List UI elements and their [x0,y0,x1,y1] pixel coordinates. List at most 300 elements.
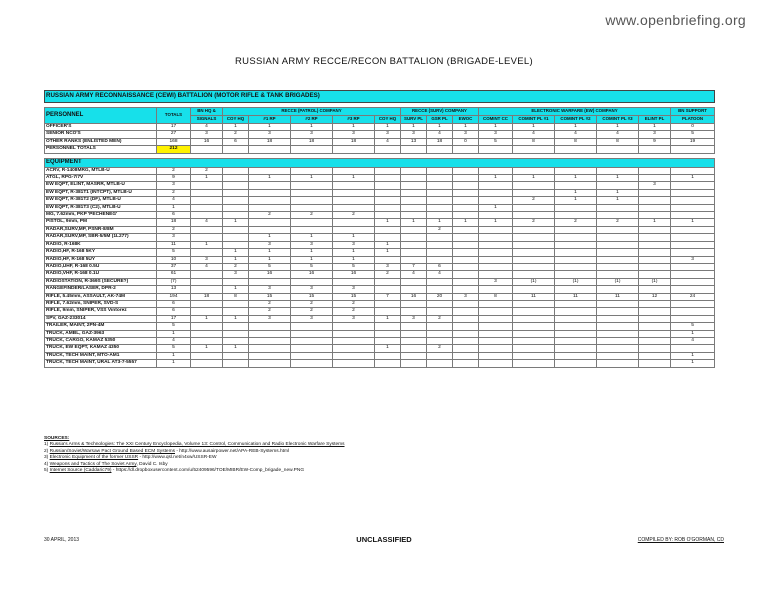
total-cell: 212 [157,146,191,153]
table-cell: 2 [291,212,333,219]
table-cell [671,197,715,204]
table-cell [223,234,249,241]
row-label: EW EQPT, R-381T3 (C2), MTLB-U [45,204,157,211]
table-cell [639,256,671,263]
table-cell [639,300,671,307]
table-cell: 11 [597,293,639,300]
table-cell [333,197,375,204]
table-cell: 2 [291,308,333,315]
table-cell [191,212,223,219]
table-cell [223,175,249,182]
table-cell [479,197,513,204]
equipment-row [45,189,715,196]
table-cell [191,249,223,256]
source-link[interactable]: Russia's Arms & Technologies: The XXI Century Encyclopedia, Volume 13: Control, Communication and Radio Electronic Warfare Systems [49,442,345,448]
table-cell [555,345,597,352]
equipment-row [45,219,715,226]
table-cell: 0 [671,124,715,131]
column-heading: COMINT PL #1 [513,116,555,124]
table-cell [513,167,555,174]
table-cell: 1 [249,124,291,131]
column-heading: #1 RP [249,116,291,124]
column-heading: EWOC [453,116,479,124]
table-cell: 11 [555,293,597,300]
row-label: TRUCK, TECH MAINT, URAL AT3-7-5557 [45,360,157,367]
table-cell [453,263,479,270]
table-cell [291,330,333,337]
table-cell [597,249,639,256]
total-cell: 1 [157,360,191,367]
sources-block [44,436,345,474]
table-cell: 1 [223,124,249,131]
table-cell: 1 [479,219,513,226]
total-cell: 168 [157,138,191,145]
table-cell [333,189,375,196]
table-cell: 16 [291,271,333,278]
table-cell: 1 [375,241,401,248]
table-cell [427,234,453,241]
table-cell: 1 [333,124,375,131]
table-cell: 11 [513,293,555,300]
equipment-row [45,182,715,189]
source-link[interactable]: Internet Source (Caddaric79) [49,468,112,474]
table-cell [453,234,479,241]
table-cell [191,352,223,359]
table-cell [597,300,639,307]
table-cell: 2 [333,212,375,219]
table-cell: 3 [333,286,375,293]
total-cell: 37 [157,263,191,270]
table-cell [249,219,291,226]
table-cell [453,271,479,278]
table-cell [333,219,375,226]
table-cell: 4 [513,131,555,138]
source-link[interactable]: Russian/Soviet/Warsaw Pact Ground Based ECM Systems [49,448,175,454]
table-cell [639,234,671,241]
table-cell [453,204,479,211]
table-cell: 1 [671,330,715,337]
table-cell [401,278,427,285]
table-cell [291,197,333,204]
table-cell: 6 [427,263,453,270]
table-cell: 3 [639,182,671,189]
row-label: RADAR,SURV,MP, SBR-5/5M (1L277) [45,234,157,241]
table-cell [639,315,671,322]
row-label: MG, 7.62mm, PKP 'PECHENEG' [45,212,157,219]
table-cell [479,286,513,293]
row-label: ACRV, R-1408MRG, MTLB-U [45,167,157,174]
table-cell: 4 [191,263,223,270]
table-cell [639,241,671,248]
table-cell [453,315,479,322]
table-cell: 24 [671,293,715,300]
table-cell: 9 [639,138,671,145]
column-heading: SURV PL [401,116,427,124]
table-cell [453,360,479,367]
equipment-row [45,278,715,285]
table-cell: 1 [375,315,401,322]
table-cell [401,146,427,153]
table-cell: 3 [291,315,333,322]
table-cell: 3 [249,131,291,138]
row-label: RADIO,HF, R-168 5KY [45,249,157,256]
table-cell [249,330,291,337]
table-cell [401,345,427,352]
table-cell [291,204,333,211]
table-cell [597,308,639,315]
table-cell [427,256,453,263]
table-cell [249,167,291,174]
table-cell [375,146,401,153]
row-label: EW EQPT, R-381T1 (INTCPT), MTLB-U [45,189,157,196]
footer-date: 30 APRIL, 2013 [44,537,80,543]
table-cell [249,146,291,153]
personnel-heading: PERSONNEL [45,108,157,124]
table-cell [453,146,479,153]
table-cell [479,300,513,307]
table-cell [639,352,671,359]
table-cell [333,345,375,352]
ew-company-heading: ELECTRONIC WARFARE (EW) COMPANY [479,108,671,116]
table-cell [375,175,401,182]
table-cell [513,337,555,344]
table-cell: 1 [597,124,639,131]
equipment-row [45,234,715,241]
table-cell: 4 [597,131,639,138]
table-cell [639,146,671,153]
table-cell: 3 [479,278,513,285]
table-cell [639,197,671,204]
table-cell [223,352,249,359]
table-cell [223,182,249,189]
table-cell: 1 [375,345,401,352]
table-cell [249,226,291,233]
table-cell: 2 [249,212,291,219]
row-label: SENIOR NCO'S [45,131,157,138]
table-cell [427,300,453,307]
table-cell [513,345,555,352]
table-cell [453,300,479,307]
source-item [44,468,345,474]
table-cell [375,234,401,241]
table-cell [555,234,597,241]
table-cell: 15 [291,293,333,300]
table-cell: 1 [223,345,249,352]
table-cell [453,330,479,337]
column-heading: COY HQ [375,116,401,124]
table-cell [427,286,453,293]
table-cell [375,197,401,204]
table-cell [427,182,453,189]
table-cell: 2 [333,308,375,315]
table-cell [513,189,555,196]
table-cell [555,204,597,211]
table-cell: 3 [453,131,479,138]
table-cell: 1 [333,249,375,256]
table-cell [639,308,671,315]
table-cell: 5 [671,323,715,330]
table-cell [597,146,639,153]
table-cell [555,212,597,219]
recce-patrol-heading: RECCE (PATROL) COMPANY [223,108,401,116]
totals-heading: TOTALS [157,108,191,124]
table-cell [249,204,291,211]
table-cell [291,182,333,189]
table-cell [671,146,715,153]
table-cell [427,360,453,367]
table-cell [513,226,555,233]
table-cell [291,167,333,174]
row-label: RADIO,UHF, R-168 0.5U [45,263,157,270]
table-cell [223,204,249,211]
table-cell [333,337,375,344]
table-cell [555,146,597,153]
table-cell [223,146,249,153]
table-cell [191,300,223,307]
table-cell [639,167,671,174]
table-cell [427,212,453,219]
table-cell [401,197,427,204]
table-cell [513,212,555,219]
table-cell [597,234,639,241]
table-cell [191,226,223,233]
total-cell: 11 [157,241,191,248]
table-cell: (1) [513,278,555,285]
table-cell [223,360,249,367]
row-label: OFFICER'S [45,124,157,131]
total-cell: 2 [157,167,191,174]
table-cell: 5 [291,263,333,270]
table-cell [639,263,671,270]
table-cell [639,249,671,256]
table-cell [479,249,513,256]
table-body [45,91,715,368]
table-cell: 3 [291,131,333,138]
equipment-row [45,241,715,248]
table-cell [597,345,639,352]
table-cell: 2 [427,315,453,322]
table-cell [639,175,671,182]
table-cell: 5 [479,138,513,145]
equipment-row [45,249,715,256]
table-cell [513,271,555,278]
total-cell: 18 [157,219,191,226]
table-cell: (1) [639,278,671,285]
table-cell [479,330,513,337]
table-cell [333,278,375,285]
table-cell [291,189,333,196]
table-cell [401,323,427,330]
table-cell [223,167,249,174]
table-cell [401,175,427,182]
table-cell [375,182,401,189]
equipment-row [45,315,715,322]
table-cell [555,330,597,337]
table-cell: 1 [453,219,479,226]
table-cell [479,352,513,359]
table-cell: 1 [671,219,715,226]
equipment-row [45,212,715,219]
table-cell: 4 [375,138,401,145]
column-heading: #2 RP [291,116,333,124]
row-label: TRAILER, MAINT, 2PN-4M [45,323,157,330]
table-cell [639,330,671,337]
table-cell [639,271,671,278]
total-cell: 1 [157,352,191,359]
table-cell [375,300,401,307]
table-cell: 1 [191,315,223,322]
table-cell: 2 [291,300,333,307]
table-cell [401,352,427,359]
total-cell: (7) [157,278,191,285]
table-cell: 2 [191,167,223,174]
table-cell: 18 [249,138,291,145]
table-cell: 2 [513,219,555,226]
table-cell: 1 [375,249,401,256]
table-cell [427,197,453,204]
table-cell [671,300,715,307]
table-cell: 3 [375,263,401,270]
header-group-row [45,108,715,116]
table-cell [479,263,513,270]
source-number: 1) [44,442,49,448]
total-cell: 10 [157,256,191,263]
total-cell: 2 [157,189,191,196]
table-cell [597,352,639,359]
table-cell: 1 [453,124,479,131]
recce-surv-heading: RECCE (SURV) COMPANY [401,108,479,116]
table-cell [453,308,479,315]
equipment-row [45,256,715,263]
total-cell: 27 [157,131,191,138]
column-heading: SIGNALS [191,116,223,124]
table-cell [453,249,479,256]
brand-url[interactable]: www.openbriefing.org [605,12,746,28]
table-cell [513,241,555,248]
table-cell: 1 [671,352,715,359]
equipment-row [45,345,715,352]
table-cell [479,234,513,241]
table-cell [513,263,555,270]
sources-list [44,442,345,474]
table-cell: 3 [333,131,375,138]
table-cell [513,182,555,189]
table-cell: 2 [375,271,401,278]
table-cell: 4 [401,271,427,278]
table-cell [401,256,427,263]
row-label: TRUCK, EW EQPT, KAMAZ 4350 [45,345,157,352]
table-cell [597,323,639,330]
table-cell [375,337,401,344]
table-cell: 1 [291,249,333,256]
table-cell: 3 [401,315,427,322]
table-cell [513,360,555,367]
equipment-row [45,337,715,344]
table-cell [453,345,479,352]
table-cell: 3 [191,256,223,263]
table-cell [249,278,291,285]
table-cell [223,226,249,233]
table-cell: 1 [671,360,715,367]
table-cell [479,167,513,174]
total-cell: 1 [157,204,191,211]
table-cell: 1 [375,219,401,226]
table-cell: 3 [291,241,333,248]
table-cell [191,271,223,278]
table-cell [427,204,453,211]
table-cell [671,308,715,315]
column-heading: ELINT PL [639,116,671,124]
table-cell [223,323,249,330]
bn-hq-heading: BN HQ & [191,108,223,116]
table-cell [333,204,375,211]
table-cell: 1 [555,197,597,204]
source-link[interactable]: Electronic Equipment of the former USSR [49,455,139,461]
table-cell: 13 [401,138,427,145]
table-banner: RUSSIAN ARMY RECONNAISSANCE (CEWI) BATTALION (MOTOR RIFLE & TANK BRIGADES) [45,91,715,103]
table-cell: 1 [291,175,333,182]
table-cell [223,308,249,315]
equipment-row [45,263,715,270]
table-cell [401,241,427,248]
table-cell [375,352,401,359]
table-cell [479,323,513,330]
table-cell [479,256,513,263]
column-heading: COY HQ [223,116,249,124]
table-cell: 5 [671,131,715,138]
table-cell [555,315,597,322]
table-cell [639,323,671,330]
table-cell [479,182,513,189]
table-cell [249,323,291,330]
table-cell: 4 [427,131,453,138]
row-label: RADIO, R-168K [45,241,157,248]
source-link[interactable]: Weapons and Tactics of The Soviet Army [49,461,137,467]
row-label: RADIO,HF, R-168 5UY [45,256,157,263]
table-cell [671,249,715,256]
source-detail: - http://www.qsl.net/n4xw/USSR-EW [138,455,217,461]
table-cell [479,241,513,248]
table-cell: 1 [427,219,453,226]
table-cell [401,212,427,219]
total-cell: 1 [157,330,191,337]
table-cell: 20 [427,293,453,300]
table-cell [671,278,715,285]
sources-heading: SOURCES: [44,436,70,441]
table-cell [427,337,453,344]
table-cell [249,337,291,344]
table-cell [401,360,427,367]
bn-support-heading: BN SUPPORT [671,108,715,116]
table-cell: 8 [513,138,555,145]
table-cell: 19 [671,138,715,145]
total-cell: 61 [157,271,191,278]
table-cell [671,226,715,233]
table-cell [597,226,639,233]
table-cell [375,226,401,233]
row-label: OTHER RANKS (ENLISTED MEN) [45,138,157,145]
table-cell: 8 [597,138,639,145]
table-cell: 1 [401,124,427,131]
table-cell [555,226,597,233]
table-cell [375,189,401,196]
table-cell: (1) [555,278,597,285]
table-cell [223,197,249,204]
table-cell [671,263,715,270]
table-cell [291,219,333,226]
table-cell: 3 [249,241,291,248]
table-cell [671,286,715,293]
